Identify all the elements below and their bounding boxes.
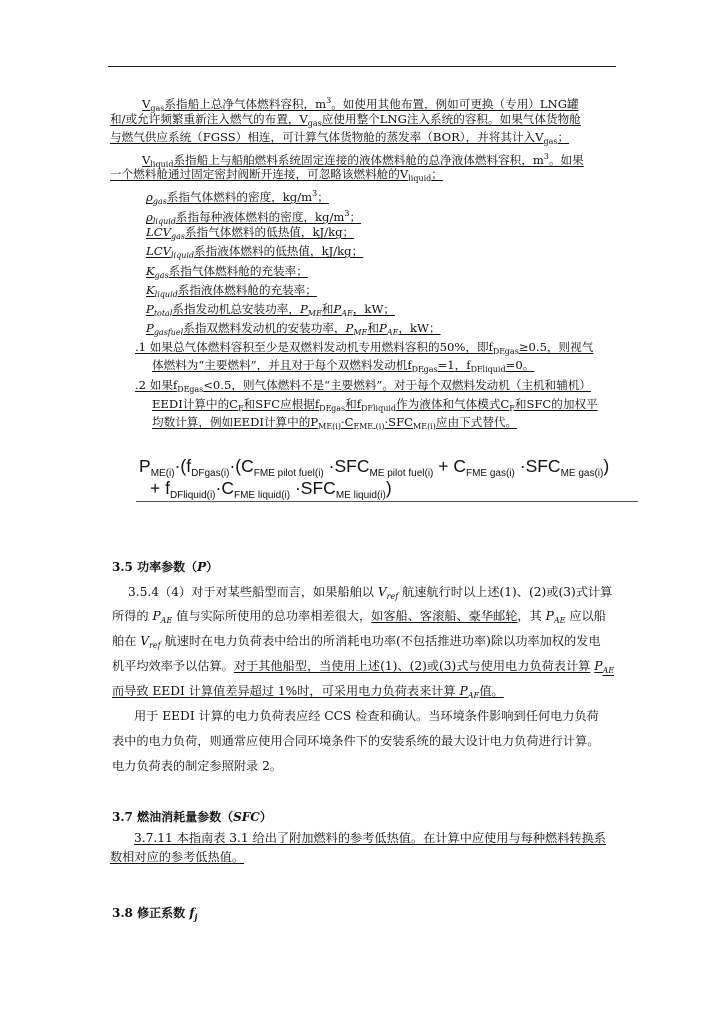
section-3-5-heading: 3.5 功率参数（P） bbox=[112, 560, 219, 574]
section-3-7-line-1: 3.7.11 本指南表 3.1 给出了附加燃料的参考低热值。在计算中应使用与每种燃料转换系 bbox=[134, 831, 606, 845]
section-3-7-line-2: 数相对应的参考低热值。 bbox=[110, 850, 245, 864]
item-1-line-1: .1 如果总气体燃料容积至少是双燃料发动机专用燃料容积的50%，即$f_{DFgas}\ge 0.5$，则视气 bbox=[135, 340, 594, 356]
header-rule bbox=[108, 66, 616, 67]
item-1-line-2: 体燃料为“主要燃料”，并且对于每个双燃料发动机$f_{DFgas}=1$，$f_{DFliquid}=0$。 bbox=[152, 358, 535, 374]
def-lcv-gas: $LCV_{gas}$系指气体燃料的低热值，kJ/kg； bbox=[146, 225, 355, 241]
section-3-5-p1-line-2: 所得的 $P_{AE}$ 值与实际所使用的总功率相差很大，如客船、客滚船、豪华邮轮，其 $P_{AE}$ 应以船 bbox=[112, 609, 606, 625]
formula-rule bbox=[136, 501, 638, 502]
section-3-7-heading: 3.7 燃油消耗量参数（SFC） bbox=[112, 810, 272, 824]
def-lcv-liquid: $LCV_{liquid}$系指液体燃料的低热值，kJ/kg； bbox=[146, 244, 364, 260]
item-2-line-3: 均数计算，例如EEDI计算中的$P_{ME(i)}\cdot C_{FME (i)}\cdot SFC_{ME(i)}$应由下式替代。 bbox=[152, 415, 518, 431]
def-p-total: $P_{total}$系指发动机总安装功率，$P_{ME}$和$P_{AE}$，kW； bbox=[146, 302, 395, 318]
formula-line-1: $P_{ME(i)}\cdot(f_{DFgas(i)}\cdot(C_{FME pilot fuel(i)} \cdot SFC_{ME pilot fuel(i)} + C_{FME gas(i)} \cdot SFC_{ME gas(i)})$ bbox=[139, 456, 610, 479]
def-rho-gas: $\rho_{gas}$系指气体燃料的密度，$kg/m^3$； bbox=[146, 189, 329, 206]
def-p-gasfuel: $P_{gasfuel}$系指双燃料发动机的安装功率，$P_{ME}$和$P_{AE}$，kW； bbox=[146, 321, 441, 337]
item-2-line-1: .2 如果$f_{DFgas}<0.5$，则气体燃料不是“主要燃料”。对于每个双燃料发动机（主机和辅机） bbox=[135, 378, 592, 394]
vliquid-line-1: $V_{liquid}$系指船上与船舶燃料系统固定连接的液体燃料舱的总净液体燃料容积，$m^3$。如果 bbox=[142, 152, 584, 169]
section-3-5-p2-line-3: 电力负荷表的制定参照附录 2。 bbox=[112, 759, 283, 773]
vgas-line-2: 和/或允许频繁重新注入燃气的布置，$V_{gas}$应使用整个LNG注入系统的容积。如果气体货物舱 bbox=[110, 112, 581, 128]
def-k-gas: $K_{gas}$系指气体燃料舱的充装率； bbox=[146, 264, 308, 280]
section-3-5-p1-line-4: 机平均效率予以估算。对于其他船型，当使用上述(1)、(2)或(3)式与使用电力负荷表计算 $P_{AE}$ bbox=[112, 659, 615, 675]
formula-line-2: + $f_{DFliquid(i)}\cdot C_{FME liquid(i)} \cdot SFC_{ME liquid(i)}$) bbox=[150, 478, 392, 501]
section-3-5-p1-line-5: 而导致 EEDI 计算值差异超过 1%时，可采用电力负荷表来计算 $P_{AE}$值。 bbox=[112, 684, 504, 700]
section-3-5-p1-line-3: 舶在 $V_{ref}$ 航速时在电力负荷表中给出的所消耗电功率(不包括推进功率)除以功率加权的发电 bbox=[112, 634, 601, 650]
vgas-line-3: 与燃气供应系统（FGSS）相连，可计算气体货物舱的蒸发率（BOR），并将其计入$V_{gas}$； bbox=[110, 130, 570, 146]
vliquid-line-2: 一个燃料舱通过固定密封阀断开连接，可忽略该燃料舱的$V_{liquid}$； bbox=[110, 167, 443, 183]
section-3-8-heading: 3.8 修正系数 $f_j$ bbox=[112, 906, 198, 922]
item-2-line-2: EEDI计算中的$C_F$和SFC应根据$f_{DFgas}$和$f_{DFliquid}$作为液体和气体模式$C_F$和SFC的加权平 bbox=[152, 397, 598, 413]
section-3-5-p2-line-2: 表中的电力负荷，则通常应使用合同环境条件下的安装系统的最大设计电力负荷进行计算。 bbox=[112, 734, 600, 748]
section-3-5-p1-line-1: 3.5.4（4）对于对某些船型而言，如果船舶以 $V_{ref}$ 航速航行时以上述(1)、(2)或(3)式计算 bbox=[128, 585, 613, 601]
vgas-line-1: $V_{gas}$系指船上总净气体燃料容积，$m^3$。如使用其他布置，例如可更换（专用）LNG罐 bbox=[142, 96, 579, 113]
def-k-liquid: $K_{liquid}$系指液体燃料舱的充装率； bbox=[146, 283, 317, 299]
def-rho-liquid: $\rho_{liquid}$系指每种液体燃料的密度，$kg/m^3$； bbox=[146, 209, 362, 226]
section-3-5-p2-line-1: 用于 EEDI 计算的电力负荷表应经 CCS 检查和确认。当环境条件影响到任何电力负荷 bbox=[134, 709, 599, 723]
